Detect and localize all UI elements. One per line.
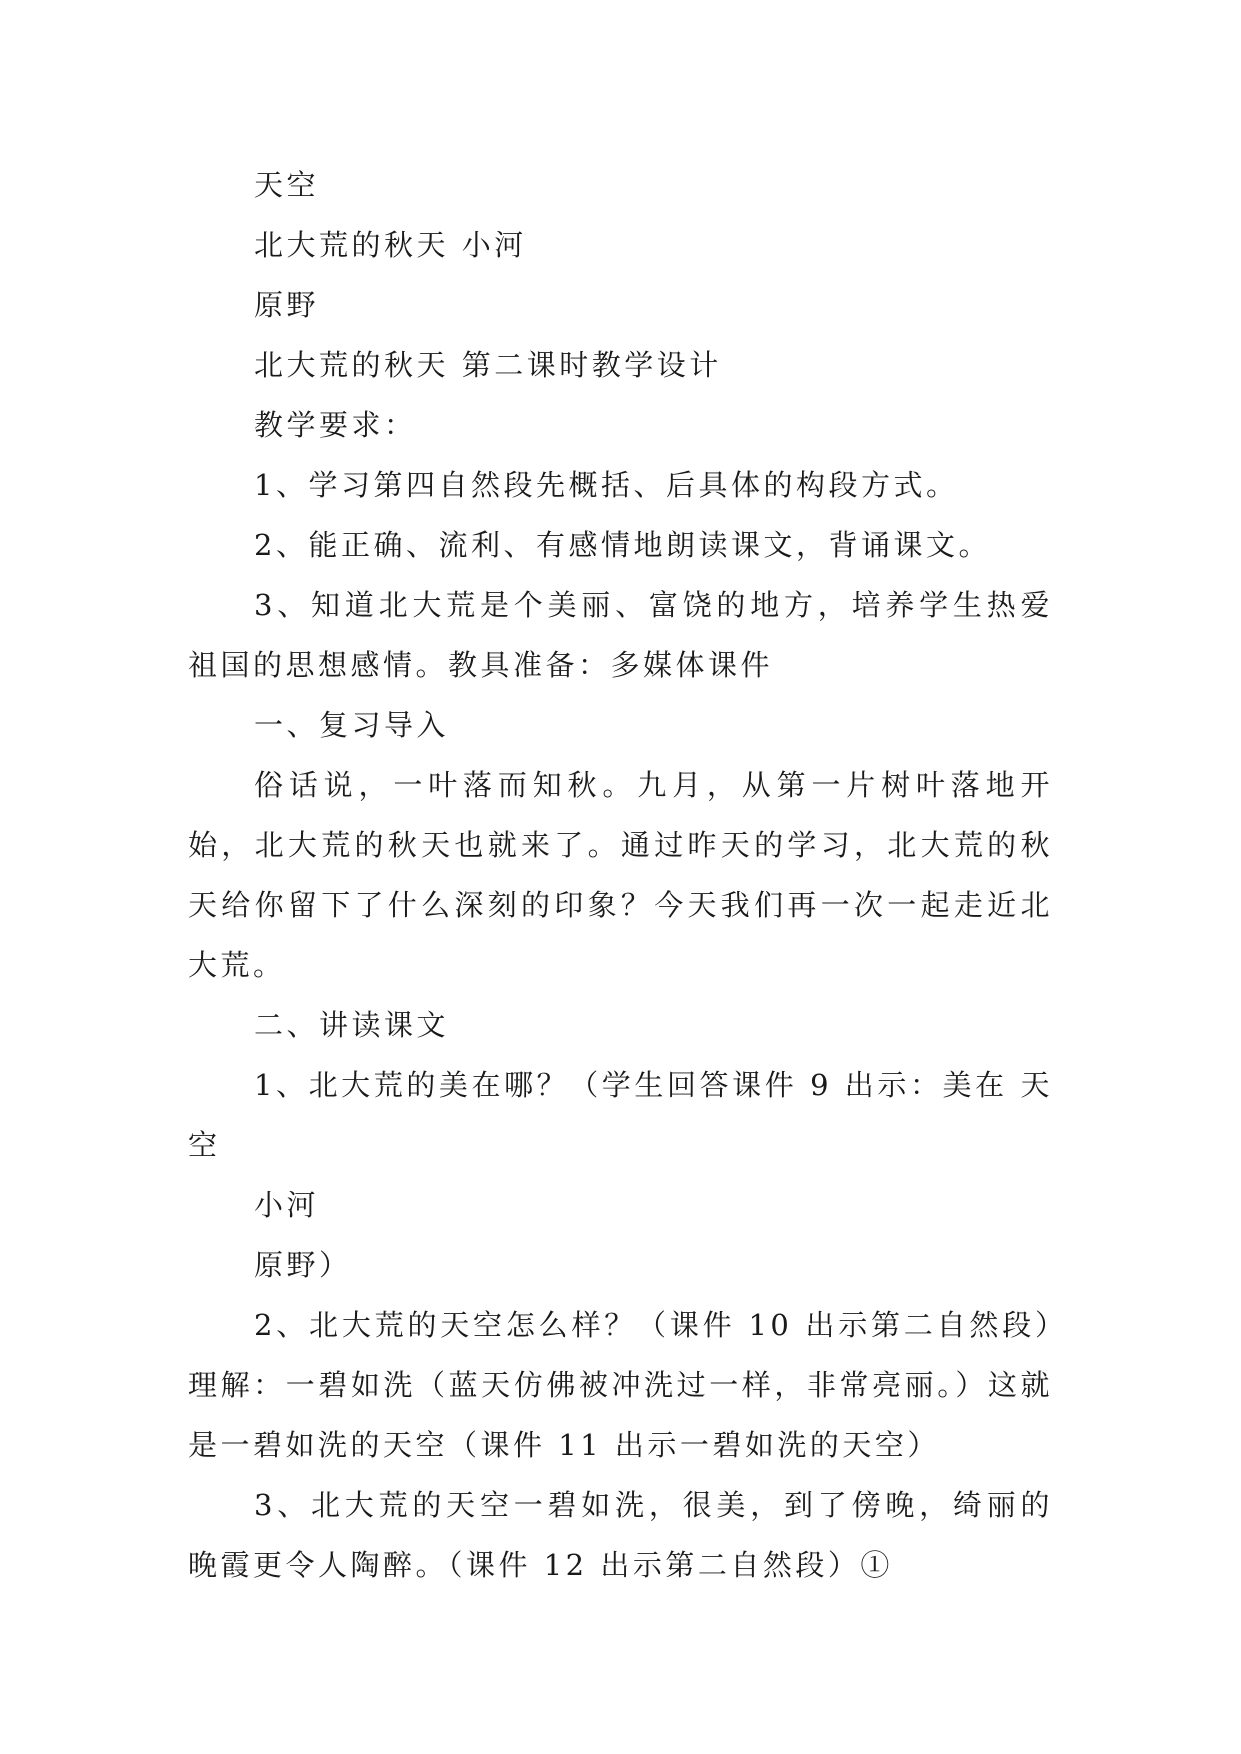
document-body [188, 155, 1053, 1595]
paragraph: 原野） [254, 1248, 352, 1282]
paragraph: 天空 [254, 168, 320, 202]
paragraph: 俗话说，一叶落而知秋。九月，从第一片树叶落地开始，北大荒的秋天也就来了。通过昨天的学习，北大荒的秋天给你留下了什么深刻的印象？今天我们再一次一起走近北大荒。 [188, 768, 1053, 982]
list-item: 2、能正确、流利、有感情地朗读课文，背诵课文。 [254, 528, 991, 562]
paragraph: 小河 [254, 1188, 320, 1222]
paragraph: 原野 [254, 288, 320, 322]
paragraph: 教学要求： [254, 408, 417, 442]
paragraph: 3、北大荒的天空一碧如洗，很美，到了傍晚，绮丽的晚霞更令人陶醉。（课件 12 出示第二自然段）① [188, 1488, 1053, 1582]
section-title: 北大荒的秋天 第二课时教学设计 [254, 348, 722, 382]
paragraph: 2、北大荒的天空怎么样？（课件 10 出示第二自然段）理解：一碧如洗（蓝天仿佛被冲洗过一样，非常亮丽。）这就是一碧如洗的天空（课件 11 出示一碧如洗的天空） [188, 1308, 1053, 1462]
section-heading: 一、复习导入 [254, 708, 450, 742]
section-heading: 二、讲读课文 [254, 1008, 450, 1042]
list-item: 3、知道北大荒是个美丽、富饶的地方，培养学生热爱祖国的思想感情。教具准备：多媒体课件 [188, 588, 1053, 682]
paragraph: 1、北大荒的美在哪？（学生回答课件 9 出示：美在 天空 [188, 1068, 1053, 1162]
list-item: 1、学习第四自然段先概括、后具体的构段方式。 [254, 468, 959, 502]
paragraph: 北大荒的秋天 小河 [254, 228, 527, 262]
